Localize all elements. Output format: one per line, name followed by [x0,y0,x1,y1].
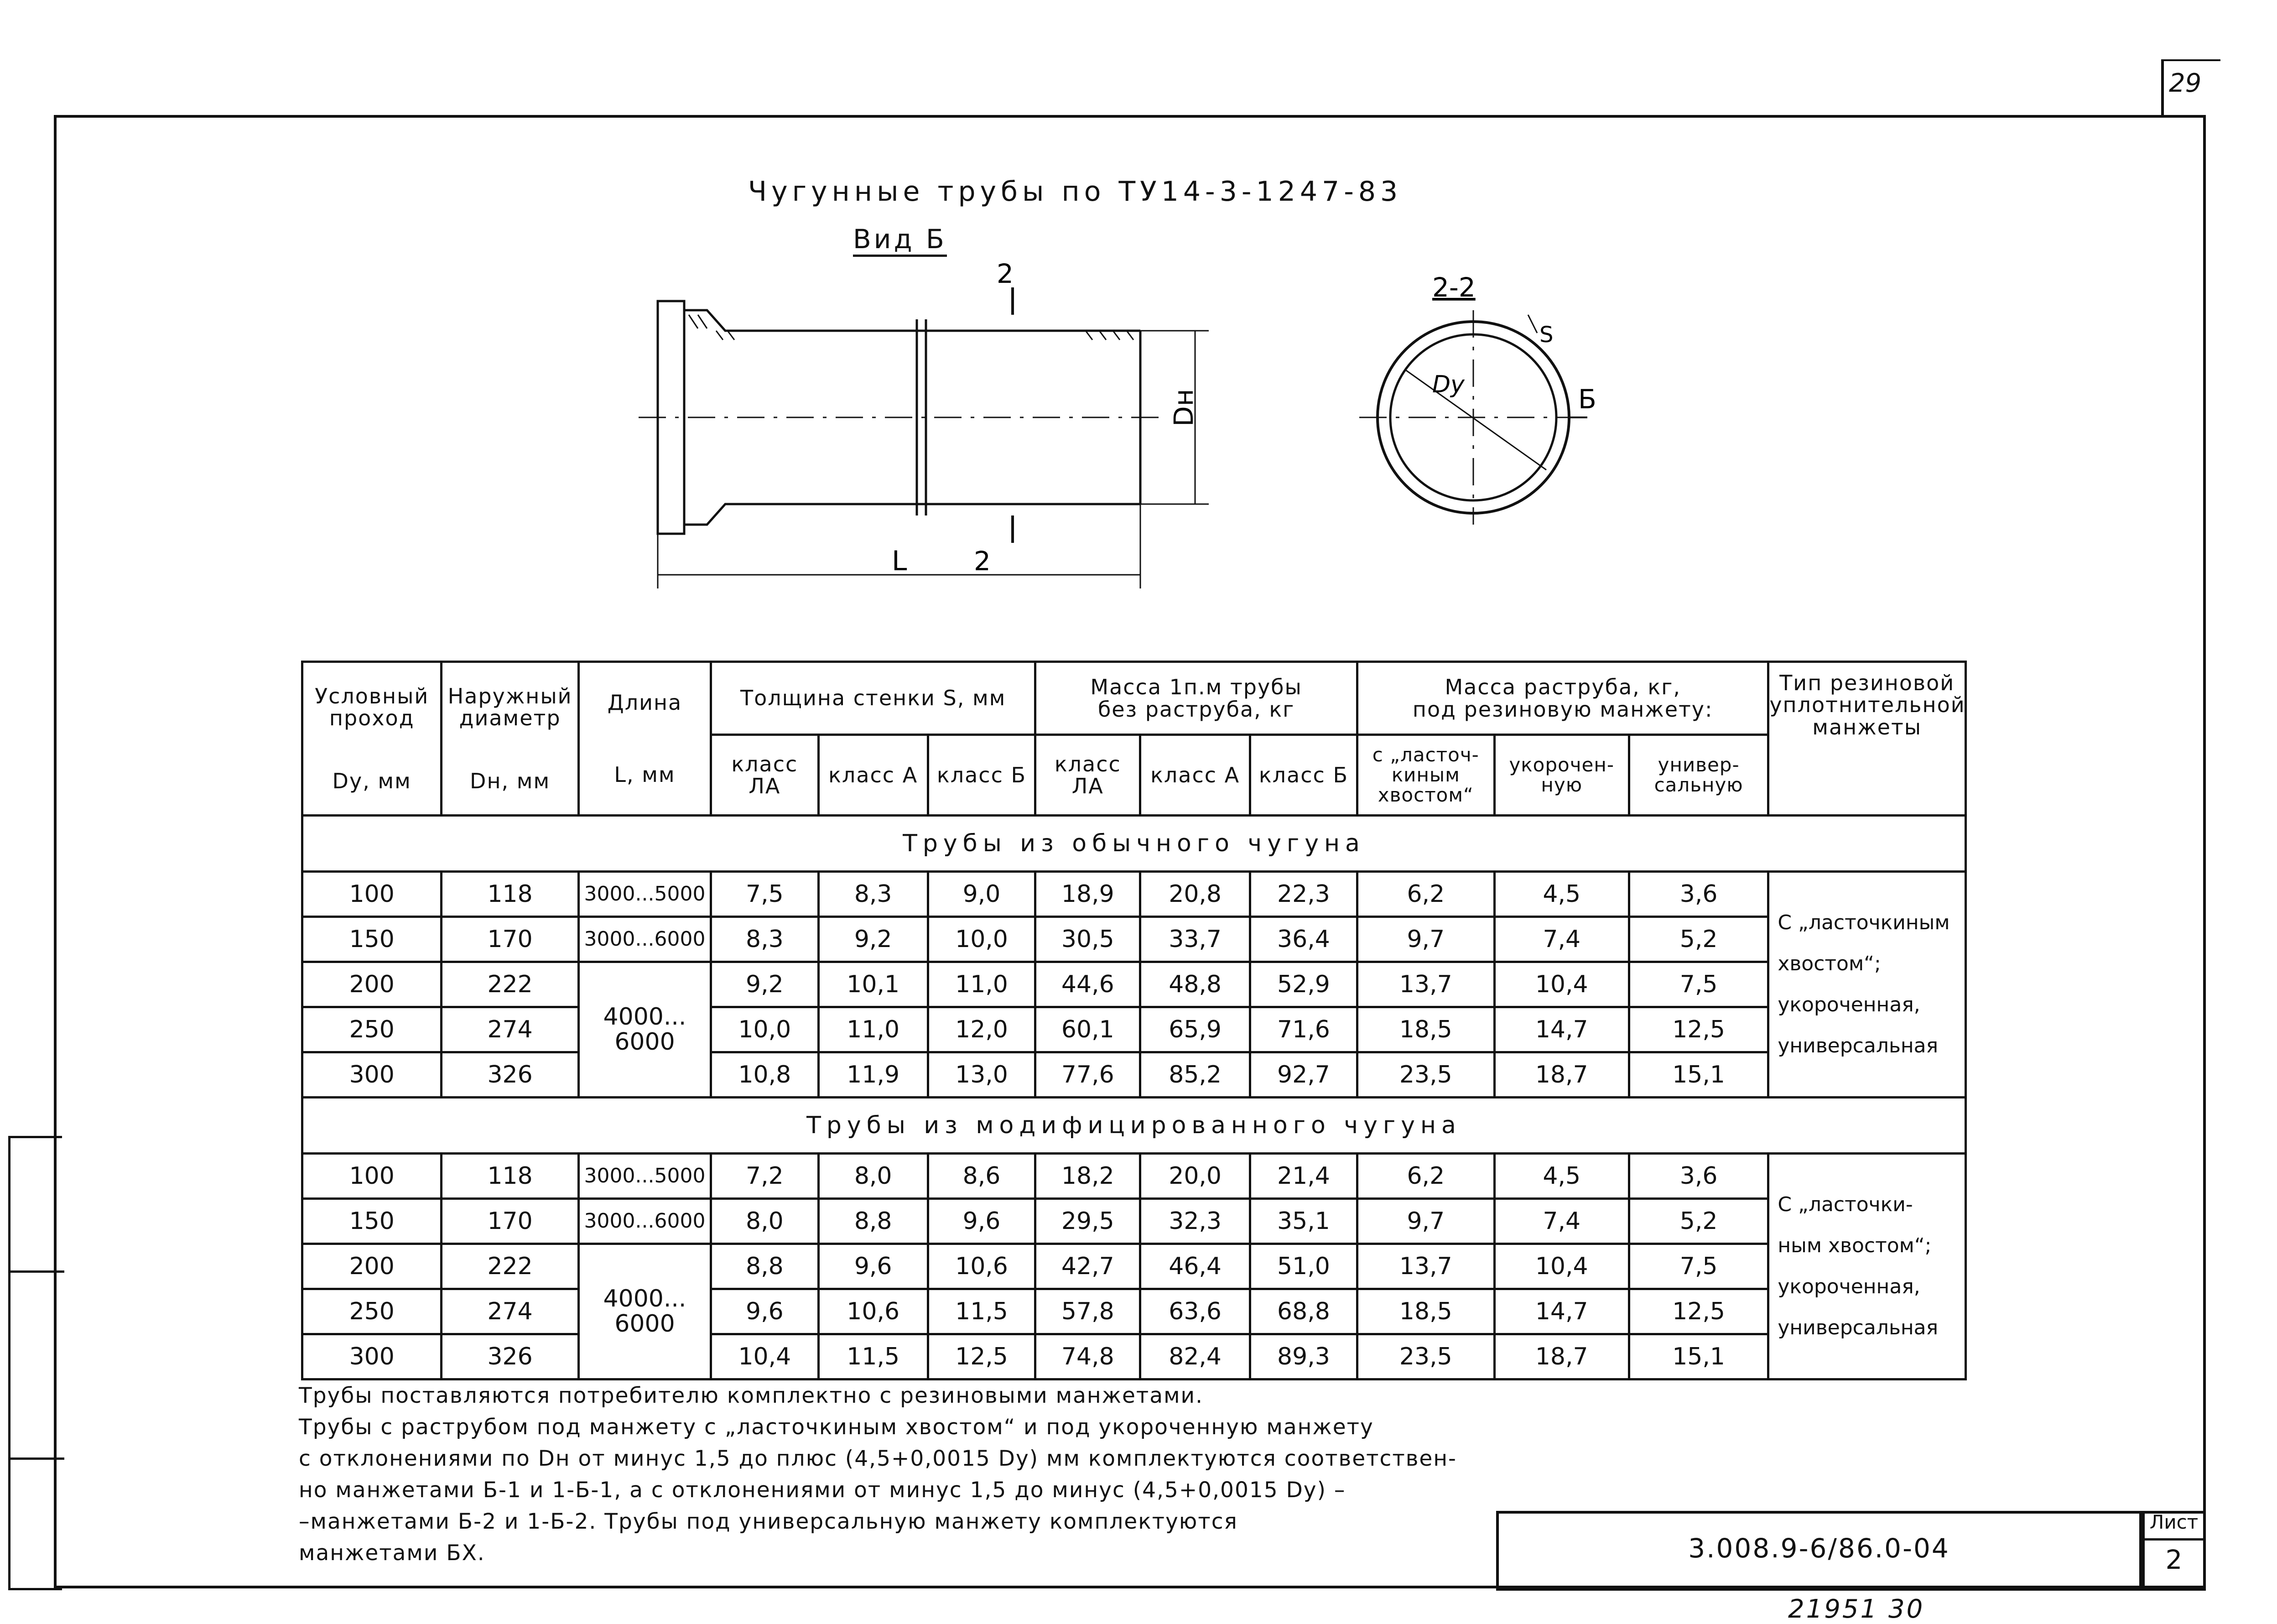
cell: 250 [302,1007,442,1052]
header-wall-thickness: Толщина стенки S, мм [711,662,1035,735]
cell: 10,6 [818,1289,928,1334]
cell: 274 [442,1007,578,1052]
cell: 23,5 [1357,1334,1494,1379]
cell: 274 [442,1289,578,1334]
header-class: класс ЛА [711,735,818,816]
wall-label: S [1539,322,1554,348]
cell: 11,0 [818,1007,928,1052]
cell: 100 [302,872,442,917]
view-arrow-label: Б [1578,384,1596,415]
note-line: с отклонениями по Dн от минус 1,5 до плюс (4,5+0,0015 Dу) мм комплектуются соответствен- [299,1446,1457,1471]
cell: 12,5 [928,1334,1035,1379]
cell: 8,0 [818,1154,928,1199]
cell: 77,6 [1035,1052,1140,1098]
cell: 20,8 [1140,872,1250,917]
cell: 9,2 [818,917,928,962]
header-seal-type: Тип резиновой уплотнительной манжеты [1768,662,1966,816]
cell: 71,6 [1250,1007,1357,1052]
left-binding-strip [8,1136,62,1590]
cell: 63,6 [1140,1289,1250,1334]
cell: 32,3 [1140,1199,1250,1244]
cell: 65,9 [1140,1007,1250,1052]
cell: 222 [442,962,578,1007]
cell: 22,3 [1250,872,1357,917]
cell: 85,2 [1140,1052,1250,1098]
document-code: 3.008.9-6/86.0-04 [1688,1533,1950,1564]
cell: 60,1 [1035,1007,1140,1052]
note-line: –манжетами Б-2 и 1-Б-2. Трубы под универсальную манжету комплектуются [299,1509,1238,1534]
cell: 23,5 [1357,1052,1494,1098]
note-line: Трубы с раструбом под манжету с „ласточкиным хвостом“ и под укороченную манжету [299,1415,1374,1440]
cell: 82,4 [1140,1334,1250,1379]
cell: 52,9 [1250,962,1357,1007]
cell: 326 [442,1052,578,1098]
cell: 9,7 [1357,917,1494,962]
cell: 18,5 [1357,1007,1494,1052]
pipe-drawing [629,255,1633,602]
cell: 7,5 [1629,1244,1768,1289]
cell: 200 [302,1244,442,1289]
cell: 10,4 [1494,962,1629,1007]
cut-mark-bottom: 2 [974,546,991,577]
cell: 11,0 [928,962,1035,1007]
header-socket-type: с „ласточ-киным хвостом“ [1357,735,1494,816]
cell: 33,7 [1140,917,1250,962]
cell: 12,5 [1629,1289,1768,1334]
header-mass-per-meter: Масса 1п.м трубы без раструба, кг [1035,662,1357,735]
cell: 4,5 [1494,1154,1629,1199]
cell: 11,5 [928,1289,1035,1334]
cell: 7,5 [711,872,818,917]
cell: 14,7 [1494,1289,1629,1334]
bottom-number: 21951 30 [1788,1594,1925,1624]
cell: 9,2 [711,962,818,1007]
nominal-diameter-line [1405,370,1546,470]
nominal-diameter-label: Dу [1432,371,1465,398]
header-socket-type: универ-сальную [1629,735,1768,816]
cell: 10,0 [928,917,1035,962]
cell: 10,8 [711,1052,818,1098]
cell: 20,0 [1140,1154,1250,1199]
cell: 15,1 [1629,1334,1768,1379]
view-label: Вид Б [853,224,947,257]
note-line: Трубы поставляются потребителю комплектно с резиновыми манжетами. [299,1383,1204,1408]
cell: 4,5 [1494,872,1629,917]
cell: 7,4 [1494,1199,1629,1244]
cell: 35,1 [1250,1199,1357,1244]
cell: 170 [442,1199,578,1244]
cell: 222 [442,1244,578,1289]
cell: 200 [302,962,442,1007]
sheet-number: 2 [2165,1544,2183,1575]
section-label: 2-2 [1432,272,1476,303]
cell: 11,5 [818,1334,928,1379]
seal-type-cell: С „ласточкиным хвостом“; укороченная, универсальная [1768,872,1966,1098]
cell: 74,8 [1035,1334,1140,1379]
cell: 13,7 [1357,962,1494,1007]
cell: 29,5 [1035,1199,1140,1244]
header-class: класс ЛА [1035,735,1140,816]
cell: 13,7 [1357,1244,1494,1289]
header-class: класс А [1140,735,1250,816]
cell: 5,2 [1629,917,1768,962]
cell: 8,3 [711,917,818,962]
page-number: 29 [2169,68,2202,98]
cell: 46,4 [1140,1244,1250,1289]
cell: 9,6 [928,1199,1035,1244]
cell: 300 [302,1334,442,1379]
cell: 7,5 [1629,962,1768,1007]
note-line: манжетами БХ. [299,1541,485,1566]
cell: 36,4 [1250,917,1357,962]
cell: 3000...5000 [578,872,711,917]
seal-type-cell: С „ласточки- ным хвостом“; укороченная, универсальная [1768,1154,1966,1379]
cell: 68,8 [1250,1289,1357,1334]
cell: 118 [442,872,578,917]
cell: 9,0 [928,872,1035,917]
cell: 3,6 [1629,872,1768,917]
cell: 7,2 [711,1154,818,1199]
cell: 21,4 [1250,1154,1357,1199]
cell: 42,7 [1035,1244,1140,1289]
sheet-label: Лист [2145,1511,2203,1541]
cell: 100 [302,1154,442,1199]
cell: 18,9 [1035,872,1140,917]
cell: 18,7 [1494,1334,1629,1379]
cell: 8,0 [711,1199,818,1244]
cell: 18,2 [1035,1154,1140,1199]
cell: 11,9 [818,1052,928,1098]
cell: 9,7 [1357,1199,1494,1244]
cut-mark-top: 2 [997,258,1014,289]
cell: 10,4 [711,1334,818,1379]
cell: 9,6 [711,1289,818,1334]
cell: 15,1 [1629,1052,1768,1098]
cell: 18,7 [1494,1052,1629,1098]
cell: 3,6 [1629,1154,1768,1199]
cell: 44,6 [1035,962,1140,1007]
cell: 150 [302,1199,442,1244]
cell: 3000...6000 [578,1199,711,1244]
header-outer-diameter: Наружный диаметр Dн, мм [442,662,578,816]
section-title: Трубы из обычного чугуна [302,816,1966,872]
cell: 92,7 [1250,1052,1357,1098]
length-label: L [892,545,907,577]
merged-length-cell: 4000... 6000 [578,1244,711,1379]
cell: 5,2 [1629,1199,1768,1244]
cell: 7,4 [1494,917,1629,962]
outer-diameter-label: Dн [1168,389,1199,427]
cell: 10,1 [818,962,928,1007]
cell: 48,8 [1140,962,1250,1007]
pipe-bottom-line [684,504,1140,525]
header-length: Длина L, мм [578,662,711,816]
cell: 250 [302,1289,442,1334]
cell: 12,5 [1629,1007,1768,1052]
cell: 300 [302,1052,442,1098]
cell: 10,4 [1494,1244,1629,1289]
cell: 14,7 [1494,1007,1629,1052]
cell: 13,0 [928,1052,1035,1098]
cell: 118 [442,1154,578,1199]
merged-length-cell: 4000... 6000 [578,962,711,1098]
cell: 89,3 [1250,1334,1357,1379]
note-line: но манжетами Б-1 и 1-Б-1, а с отклонениями от минус 1,5 до минус (4,5+0,0015 Dу) – [299,1478,1346,1503]
cell: 10,6 [928,1244,1035,1289]
cell: 150 [302,917,442,962]
cell: 12,0 [928,1007,1035,1052]
cell: 9,6 [818,1244,928,1289]
cell: 3000...6000 [578,917,711,962]
header-class: класс Б [928,735,1035,816]
pipe-top-line [684,310,1140,331]
cell: 8,3 [818,872,928,917]
cell: 10,0 [711,1007,818,1052]
header-socket-mass: Масса раструба, кг, под резиновую манжету: [1357,662,1768,735]
header-nominal-passage: Условный проход Dу, мм [302,662,442,816]
pipe-section-hatch [689,315,1133,340]
notes-block [299,1380,1512,1569]
cell: 57,8 [1035,1289,1140,1334]
cell: 8,6 [928,1154,1035,1199]
header-socket-type: укорочен-ную [1494,735,1629,816]
cell: 6,2 [1357,1154,1494,1199]
cell: 8,8 [711,1244,818,1289]
page-title: Чугунные трубы по ТУ14-3-1247-83 [748,176,1403,208]
cell: 3000...5000 [578,1154,711,1199]
section-title: Трубы из модифицированного чугуна [302,1098,1966,1154]
cell: 51,0 [1250,1244,1357,1289]
cell: 18,5 [1357,1289,1494,1334]
strip-divider [10,1457,64,1460]
strip-divider [10,1270,64,1273]
cell: 8,8 [818,1199,928,1244]
cell: 30,5 [1035,917,1140,962]
header-class: класс А [818,735,928,816]
header-class: класс Б [1250,735,1357,816]
cell: 170 [442,917,578,962]
cell: 326 [442,1334,578,1379]
cell: 6,2 [1357,872,1494,917]
pipe-spec-table [301,661,1967,1380]
